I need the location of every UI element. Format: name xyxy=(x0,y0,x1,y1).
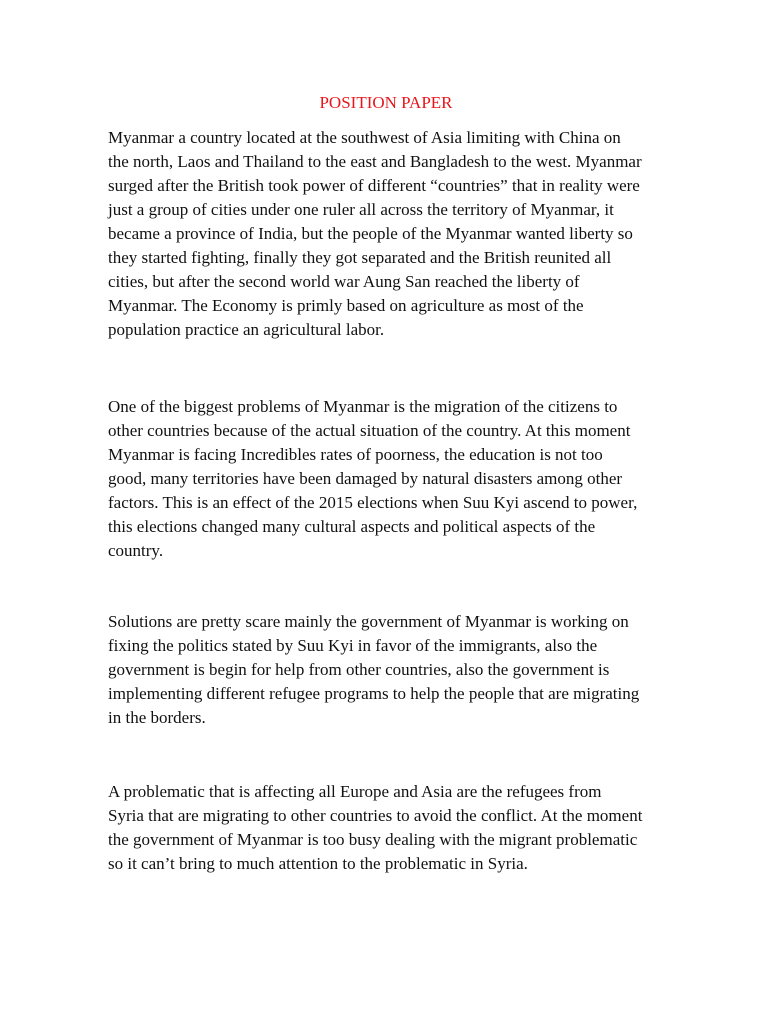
paragraph-solutions: Solutions are pretty scare mainly the government of Myanmar is working on fixing the politics stated by Suu Kyi in favor of the immigrants, also the government is begin for help from other countries, also the government is implementing different refugee programs to help the people that are migrating in the borders. xyxy=(108,612,640,727)
page-title: POSITION PAPER xyxy=(319,93,453,112)
paragraph-problems: One of the biggest problems of Myanmar is the migration of the citizens to other countries because of the actual situation of the country. At this moment Myanmar is facing Incredibles rates of poorness, the education is not too good, many territories have been damaged by natural disasters among other factors. This is an effect of the 2015 elections when Suu Kyi ascend to power, this elections changed many cultural aspects and political aspects of the country. xyxy=(108,397,638,560)
paragraph-introduction: Myanmar a country located at the southwest of Asia limiting with China on the north, Laos and Thailand to the east and Bangladesh to the west. Myanmar surged after the British took power of different “countries” that in reality were just a group of cities under one ruler all across the territory of Myanmar, it became a province of India, but the people of the Myanmar wanted liberty so they started fighting, finally they got separated and the British reunited all cities, but after the second world war Aung San reached the liberty of Myanmar. The Economy is primly based on agriculture as most of the population practice an agricultural labor. xyxy=(108,128,642,339)
paragraph-syria-refugees: A problematic that is affecting all Europe and Asia are the refugees from Syria that are migrating to other countries to avoid the conflict. At the moment the government of Myanmar is too busy dealing with the migrant problematic so it can’t bring to much attention to the problematic in Syria. xyxy=(108,782,643,873)
